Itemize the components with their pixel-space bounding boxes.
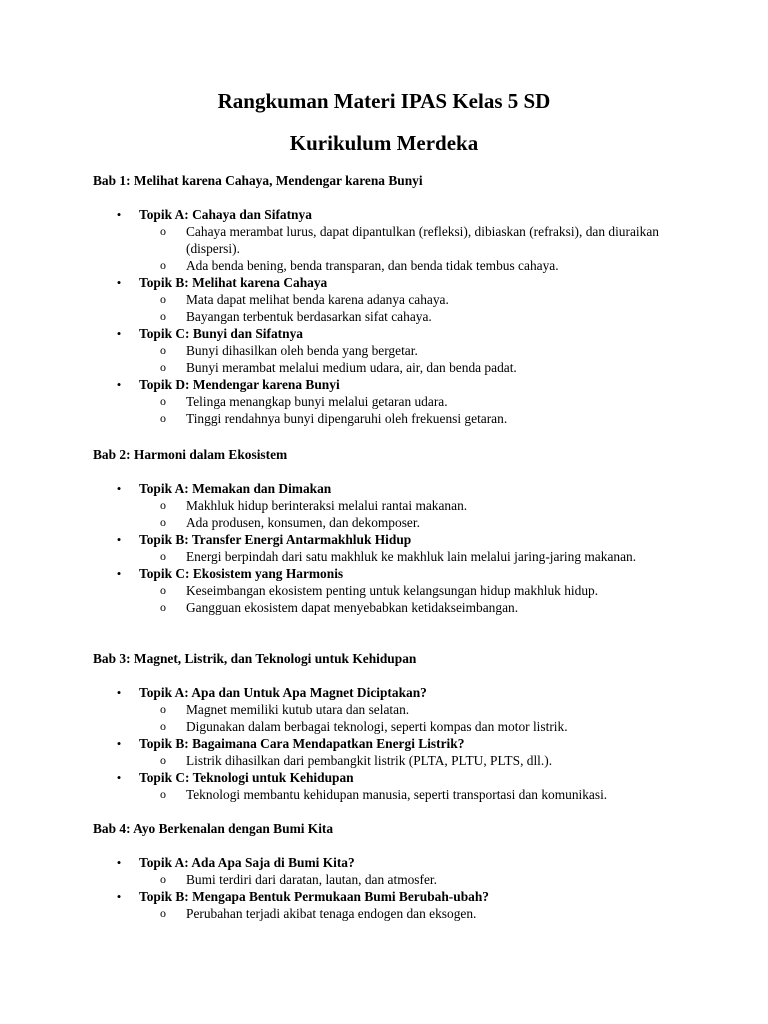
point-list <box>139 871 768 888</box>
point-text: Digunakan dalam berbagai teknologi, seperti kompas dan motor listrik. <box>186 719 568 734</box>
bullet-icon: • <box>116 566 122 581</box>
topic-item <box>0 854 768 888</box>
point-item <box>139 871 676 888</box>
point-item <box>139 497 676 514</box>
bab-title: Bab 4: Ayo Berkenalan dengan Bumi Kita <box>93 821 334 836</box>
point-list <box>139 752 768 769</box>
point-item <box>139 342 676 359</box>
bullet-icon: • <box>116 685 122 700</box>
bab-title: Bab 1: Melihat karena Cahaya, Mendengar karena Bunyi <box>93 173 423 188</box>
point-list <box>139 905 768 922</box>
point-text: Bunyi merambat melalui medium udara, air, dan benda padat. <box>186 360 517 375</box>
point-text: Makhluk hidup berinteraksi melalui rantai makanan. <box>186 498 468 513</box>
point-text: Keseimbangan ekosistem penting untuk kelangsungan hidup makhluk hidup. <box>186 583 599 598</box>
bullet-icon: • <box>116 736 122 751</box>
bullet-icon: • <box>116 855 122 870</box>
point-list <box>139 393 768 427</box>
point-list <box>139 786 768 803</box>
topic-item <box>0 565 768 616</box>
point-item <box>139 308 676 325</box>
topic-label: Topik C: Bunyi dan Sifatnya <box>139 326 303 341</box>
point-item <box>139 223 676 257</box>
point-text: Cahaya merambat lurus, dapat dipantulkan (refleksi), dibiaskan (refraksi), dan diuraikan (dispersi). <box>186 224 659 256</box>
point-text: Mata dapat melihat benda karena adanya cahaya. <box>186 292 449 307</box>
bullet-icon: • <box>116 326 122 341</box>
bullet-icon: • <box>116 481 122 496</box>
point-item <box>139 718 676 735</box>
topic-label: Topik B: Melihat karena Cahaya <box>139 275 328 290</box>
point-text: Ada produsen, konsumen, dan dekomposer. <box>186 515 420 530</box>
point-item <box>139 599 676 616</box>
point-text: Bayangan terbentuk berdasarkan sifat cahaya. <box>186 309 432 324</box>
point-item <box>139 410 676 427</box>
bullet-icon: • <box>116 275 122 290</box>
point-text: Bunyi dihasilkan oleh benda yang bergetar. <box>186 343 418 358</box>
point-item <box>139 701 676 718</box>
topic-item <box>0 735 768 769</box>
topic-item <box>0 274 768 325</box>
sub-bullet-icon: o <box>160 583 166 597</box>
document-subtitle: Kurikulum Merdeka <box>289 131 479 155</box>
sub-bullet-icon: o <box>160 360 166 374</box>
topic-list <box>0 854 768 922</box>
point-text: Listrik dihasilkan dari pembangkit listrik (PLTA, PLTU, PLTS, dll.). <box>186 753 553 768</box>
point-list <box>139 291 768 325</box>
point-text: Bumi terdiri dari daratan, lautan, dan atmosfer. <box>186 872 437 887</box>
bullet-icon: • <box>116 532 122 547</box>
point-text: Telinga menangkap bunyi melalui getaran udara. <box>186 394 448 409</box>
sub-bullet-icon: o <box>160 549 166 563</box>
sub-bullet-icon: o <box>160 906 166 920</box>
point-text: Energi berpindah dari satu makhluk ke makhluk lain melalui jaring-jaring makanan. <box>186 549 637 564</box>
point-list <box>139 497 768 531</box>
point-list <box>139 223 768 274</box>
bab-title: Bab 2: Harmoni dalam Ekosistem <box>93 447 288 462</box>
point-item <box>139 359 676 376</box>
bab-title: Bab 3: Magnet, Listrik, dan Teknologi untuk Kehidupan <box>93 651 417 666</box>
bullet-icon: • <box>116 207 122 222</box>
sub-bullet-icon: o <box>160 224 166 238</box>
topic-label: Topik C: Ekosistem yang Harmonis <box>139 566 344 581</box>
point-item <box>139 291 676 308</box>
topic-list <box>0 206 768 427</box>
sub-bullet-icon: o <box>160 498 166 512</box>
topic-label: Topik A: Ada Apa Saja di Bumi Kita? <box>139 855 355 870</box>
sub-bullet-icon: o <box>160 411 166 425</box>
bullet-icon: • <box>116 889 122 904</box>
topic-list <box>0 684 768 803</box>
topic-item <box>0 206 768 274</box>
topic-list <box>0 480 768 616</box>
point-text: Perubahan terjadi akibat tenaga endogen dan eksogen. <box>186 906 477 921</box>
sub-bullet-icon: o <box>160 872 166 886</box>
point-item <box>139 514 676 531</box>
point-item <box>139 257 676 274</box>
sub-bullet-icon: o <box>160 394 166 408</box>
sub-bullet-icon: o <box>160 787 166 801</box>
topic-label: Topik A: Apa dan Untuk Apa Magnet Diciptakan? <box>139 685 427 700</box>
point-item <box>139 548 676 565</box>
point-text: Tinggi rendahnya bunyi dipengaruhi oleh frekuensi getaran. <box>186 411 508 426</box>
sub-bullet-icon: o <box>160 515 166 529</box>
point-text: Magnet memiliki kutub utara dan selatan. <box>186 702 410 717</box>
sub-bullet-icon: o <box>160 292 166 306</box>
sub-bullet-icon: o <box>160 719 166 733</box>
sub-bullet-icon: o <box>160 309 166 323</box>
point-list <box>139 701 768 735</box>
point-item <box>139 582 676 599</box>
point-list <box>139 548 768 565</box>
point-item <box>139 786 746 803</box>
sub-bullet-icon: o <box>160 753 166 767</box>
topic-item <box>0 480 768 531</box>
topic-label: Topik A: Cahaya dan Sifatnya <box>139 207 312 222</box>
point-item <box>139 393 676 410</box>
point-list <box>139 582 768 616</box>
topic-item <box>0 888 768 922</box>
point-text: Teknologi membantu kehidupan manusia, seperti transportasi dan komunikasi. <box>186 787 608 802</box>
topic-label: Topik B: Transfer Energi Antarmakhluk Hidup <box>139 532 412 547</box>
sub-bullet-icon: o <box>160 258 166 272</box>
topic-label: Topik A: Memakan dan Dimakan <box>139 481 332 496</box>
topic-item <box>0 325 768 376</box>
bullet-icon: • <box>116 770 122 785</box>
sub-bullet-icon: o <box>160 600 166 614</box>
topic-item <box>0 684 768 735</box>
point-text: Ada benda bening, benda transparan, dan benda tidak tembus cahaya. <box>186 258 559 273</box>
point-item <box>139 905 676 922</box>
sub-bullet-icon: o <box>160 343 166 357</box>
document-title: Rangkuman Materi IPAS Kelas 5 SD <box>217 89 551 113</box>
bullet-icon: • <box>116 377 122 392</box>
point-list <box>139 342 768 376</box>
point-item <box>139 752 676 769</box>
topic-label: Topik B: Bagaimana Cara Mendapatkan Energi Listrik? <box>139 736 465 751</box>
point-text: Gangguan ekosistem dapat menyebabkan ketidakseimbangan. <box>186 600 519 615</box>
topic-item <box>0 376 768 427</box>
topic-item <box>0 531 768 565</box>
topic-label: Topik D: Mendengar karena Bunyi <box>139 377 340 392</box>
topic-item <box>0 769 768 803</box>
topic-label: Topik B: Mengapa Bentuk Permukaan Bumi Berubah-ubah? <box>139 889 489 904</box>
sub-bullet-icon: o <box>160 702 166 716</box>
topic-label: Topik C: Teknologi untuk Kehidupan <box>139 770 354 785</box>
